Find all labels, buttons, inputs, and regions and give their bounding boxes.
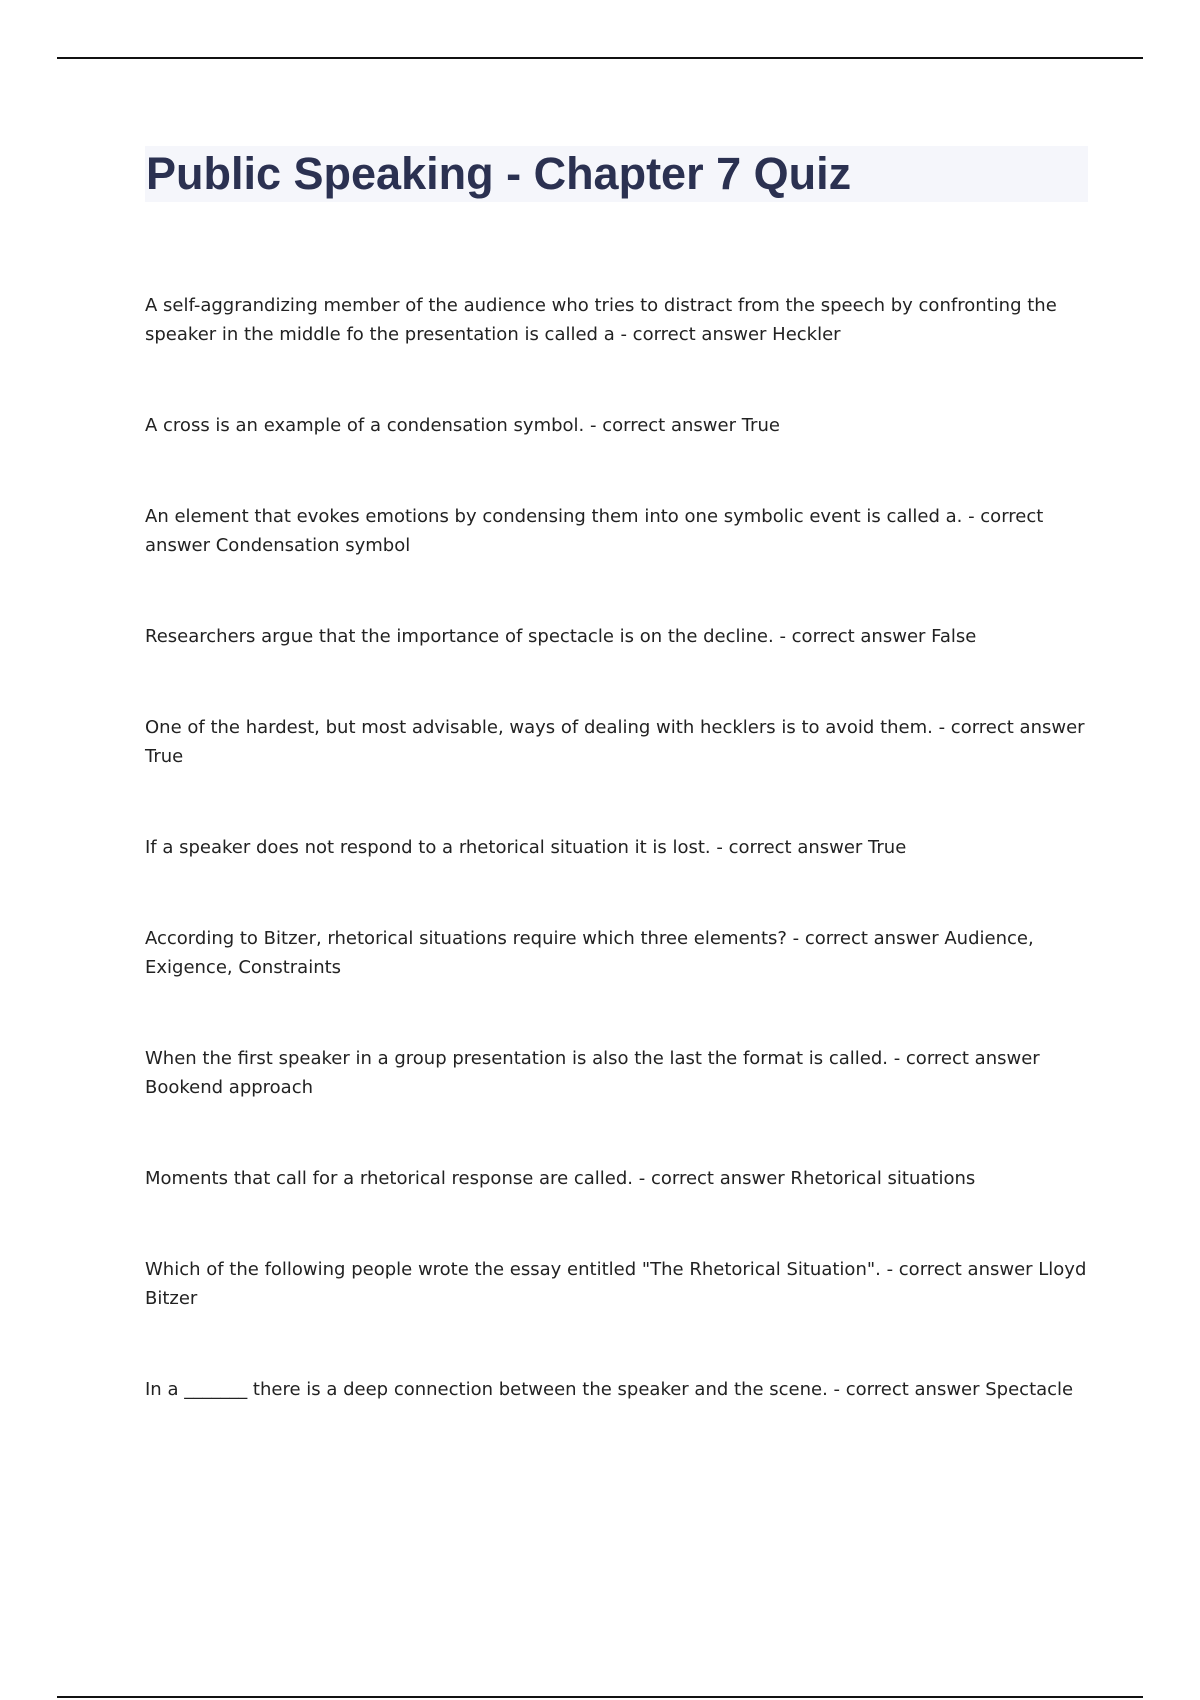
- page-title: Public Speaking - Chapter 7 Quiz: [146, 148, 852, 199]
- qa-item: When the first speaker in a group presentation is also the last the format is called. - correct answer Bookend approach: [145, 1048, 1040, 1098]
- qa-item: Moments that call for a rhetorical response are called. - correct answer Rhetorical situations: [145, 1168, 976, 1189]
- qa-item: In a _______ there is a deep connection between the speaker and the scene. - correct answer Spectacle: [145, 1379, 1074, 1400]
- qa-item: One of the hardest, but most advisable, ways of dealing with hecklers is to avoid them. - correct answer True: [145, 717, 1085, 767]
- qa-item: An element that evokes emotions by condensing them into one symbolic event is called a. - correct answer Condensation symbol: [145, 506, 1044, 556]
- bottom-rule: [57, 1696, 1143, 1698]
- top-rule: [57, 57, 1143, 59]
- qa-item: Researchers argue that the importance of spectacle is on the decline. - correct answer False: [145, 626, 977, 647]
- qa-item: A self-aggrandizing member of the audience who tries to distract from the speech by confronting the speaker in the middle fo the presentation is called a - correct answer Heckler: [145, 295, 1057, 345]
- qa-item: According to Bitzer, rhetorical situations require which three elements? - correct answer Audience, Exigence, Constraints: [145, 928, 1034, 978]
- qa-item: Which of the following people wrote the essay entitled "The Rhetorical Situation". - correct answer Lloyd Bitzer: [145, 1259, 1087, 1309]
- qa-item: A cross is an example of a condensation symbol. - correct answer True: [145, 415, 780, 436]
- qa-list: [145, 291, 1095, 1466]
- qa-item: If a speaker does not respond to a rhetorical situation it is lost. - correct answer True: [145, 837, 907, 858]
